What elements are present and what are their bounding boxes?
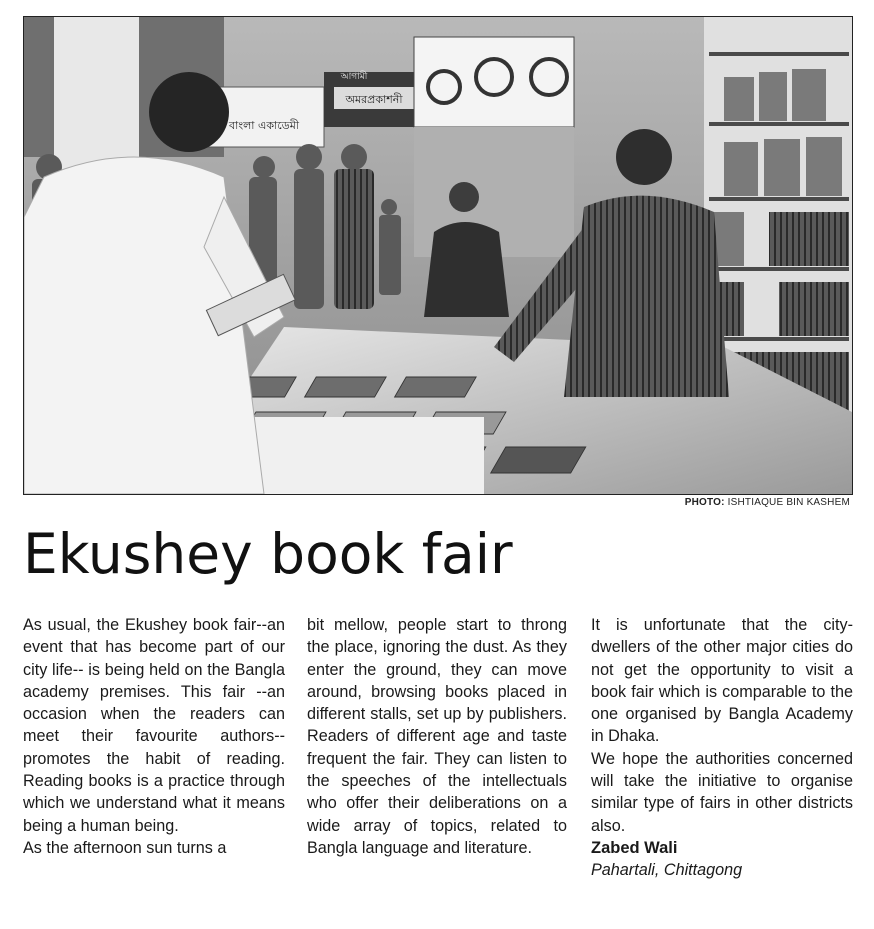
- news-photo: [23, 16, 853, 495]
- article-column-3: [591, 614, 853, 882]
- paragraph: As usual, the Ekushey book fair--an event that has become part of our city life-- is being held on the Bangla academy premises. This fair --an occasion when the readers can meet their favourite authors--promotes the habit of reading. Reading books is a practice through which we understand what it means being a human being.: [23, 616, 285, 835]
- author-location: Pahartali, Chittagong: [591, 861, 743, 880]
- stall-sign: বাংলা একাডেমী: [229, 119, 299, 132]
- photo-credit-name: ISHTIAQUE BIN KASHEM: [727, 497, 850, 508]
- paragraph: bit mellow, people start to throng the place, ignoring the dust. As they enter the ground, they can move around, browsing books placed in different stalls, set up by publishers. Readers of different age and taste frequent the fair. They can listen to the speeches of the intellectuals who offer their deliberations on a wide array of topics, related to Bangla language and literature.: [307, 616, 567, 857]
- stall-sign: আগামী: [340, 72, 368, 82]
- paragraph: We hope the authorities concerned will take the initiative to organise similar type of fairs in other districts also.: [591, 749, 853, 835]
- article-column-2: [307, 614, 567, 859]
- author-name: Zabed Wali: [591, 838, 678, 857]
- headline: Ekushey book fair: [23, 522, 513, 586]
- article-column-1: [23, 614, 285, 859]
- book-fair-photo: [24, 17, 852, 494]
- photo-credit-label: PHOTO:: [684, 497, 725, 508]
- photo-credit: [685, 497, 850, 508]
- paragraph: It is unfortunate that the city-dwellers of the other major cities do not get the opportunity to visit a book fair which is comparable to the one organised by Bangla Academy in Dhaka.: [591, 616, 853, 746]
- stall-sign: অমরপ্রকাশনী: [345, 93, 403, 106]
- paragraph: As the afternoon sun turns a: [23, 838, 227, 857]
